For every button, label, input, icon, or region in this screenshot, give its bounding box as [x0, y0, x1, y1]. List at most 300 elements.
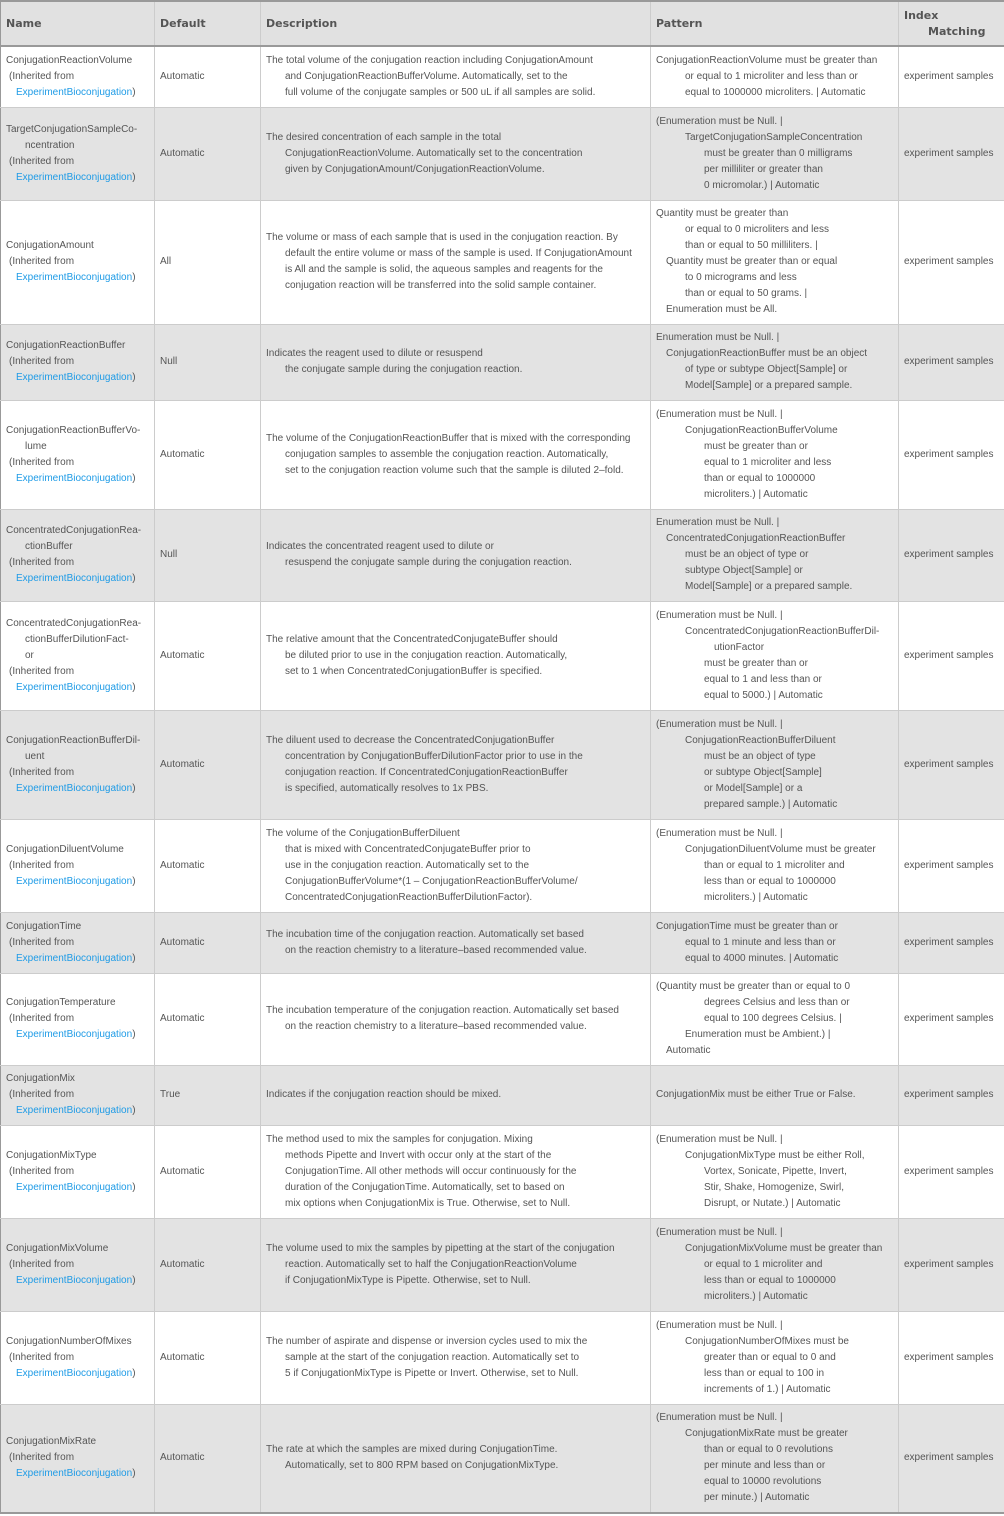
- description-line: The rate at which the samples are mixed during ConjugationTime.: [266, 1444, 558, 1456]
- description-line: mix options when ConjugationMix is True. Otherwise, set to Null.: [285, 1197, 571, 1209]
- closing-paren: ): [132, 86, 136, 98]
- description-line: conjugation samples to assemble the conjugation reaction. Automatically,: [285, 448, 609, 460]
- pattern-line: prepared sample.) | Automatic: [704, 798, 838, 810]
- pattern-line: microliters.) | Automatic: [704, 488, 808, 500]
- pattern-line: or subtype Object[Sample]: [704, 766, 822, 778]
- index-matching-cell: experiment samples: [899, 1125, 1004, 1218]
- closing-paren: ): [132, 875, 136, 887]
- pattern-line: ConjugationReactionVolume must be greater than: [656, 54, 878, 66]
- experiment-bioconjugation-link[interactable]: ExperimentBioconjugation: [16, 1367, 133, 1379]
- pattern-line: (Enumeration must be Null. |: [656, 1412, 783, 1424]
- option-name-cell: [1, 400, 155, 509]
- closing-paren: ): [132, 1105, 136, 1116]
- pattern-line: equal to 1000000 microliters. | Automatic: [685, 86, 866, 98]
- column-header-name: Name: [1, 1, 155, 46]
- index-matching-cell: experiment samples: [899, 1065, 1004, 1125]
- default-value-cell: Automatic: [155, 1404, 261, 1513]
- index-matching-cell: experiment samples: [899, 819, 1004, 912]
- table-row: [1, 1311, 1004, 1404]
- inherited-from-label: (Inherited from: [9, 859, 75, 871]
- pattern-line: per milliliter or greater than: [704, 163, 823, 175]
- pattern-line: Vortex, Sonicate, Pipette, Invert,: [704, 1165, 847, 1177]
- closing-paren: ): [132, 272, 136, 283]
- pattern-cell: [651, 1125, 899, 1218]
- pattern-line: per minute.) | Automatic: [704, 1492, 810, 1504]
- option-name: ConcentratedConjugationRea-: [6, 525, 142, 536]
- inherited-link-wrapper: [6, 170, 149, 186]
- pattern-cell: [651, 601, 899, 710]
- default-value-cell: Automatic: [155, 1125, 261, 1218]
- description-line: The incubation temperature of the conjugation reaction. Automatically set based: [266, 1005, 619, 1016]
- table-row: [1, 400, 1004, 509]
- column-header-index-matching: [899, 1, 1004, 46]
- pattern-line: Enumeration must be Null. |: [656, 332, 780, 343]
- description-line: full volume of the conjugate samples or 500 uL if all samples are solid.: [285, 86, 596, 98]
- description-line: resuspend the conjugate sample during the conjugation reaction.: [285, 557, 572, 568]
- option-name: ConjugationDiluentVolume: [6, 843, 124, 855]
- pattern-line: ConjugationReactionBufferVolume: [685, 424, 838, 436]
- closing-paren: ): [132, 1468, 136, 1480]
- default-value-cell: Automatic: [155, 819, 261, 912]
- inherited-from-label: (Inherited from: [9, 456, 75, 468]
- inherited-from-label: (Inherited from: [9, 557, 75, 568]
- default-value-cell: Automatic: [155, 973, 261, 1065]
- pattern-line: Model[Sample] or a prepared sample.: [685, 581, 853, 592]
- pattern-line: less than or equal to 100 in: [704, 1367, 825, 1379]
- column-header-description: Description: [261, 1, 651, 46]
- closing-paren: ): [132, 372, 136, 383]
- inherited-from-label: (Inherited from: [9, 1013, 75, 1024]
- table-row: [1, 710, 1004, 819]
- option-name: ConjugationAmount: [6, 240, 94, 251]
- experiment-bioconjugation-link[interactable]: ExperimentBioconjugation: [16, 573, 133, 584]
- description-line: The method used to mix the samples for conjugation. Mixing: [266, 1133, 533, 1145]
- pattern-cell: [651, 1404, 899, 1513]
- option-name-cell: [1, 1125, 155, 1218]
- option-name-cell: [1, 1404, 155, 1513]
- index-matching-cell: experiment samples: [899, 1404, 1004, 1513]
- experiment-bioconjugation-link[interactable]: ExperimentBioconjugation: [16, 372, 133, 383]
- pattern-cell: [651, 46, 899, 107]
- default-value-cell: Null: [155, 509, 261, 601]
- pattern-line: (Enumeration must be Null. |: [656, 115, 783, 127]
- pattern-line: ConjugationMixType must be either Roll,: [685, 1149, 865, 1161]
- description-cell: [261, 973, 651, 1065]
- option-name: ConcentratedConjugationRea-: [6, 617, 142, 629]
- inherited-link-wrapper: [6, 874, 149, 890]
- description-cell: [261, 200, 651, 324]
- pattern-line: ConjugationMixRate must be greater: [685, 1428, 848, 1440]
- pattern-line: ConjugationReactionBufferDiluent: [685, 734, 836, 746]
- table-row: [1, 509, 1004, 601]
- description-line: The relative amount that the ConcentratedConjugateBuffer should: [266, 633, 558, 645]
- description-line: default the entire volume or mass of the sample is used. If ConjugationAmount: [285, 248, 632, 259]
- description-cell: [261, 710, 651, 819]
- option-name: TargetConjugationSampleCo-: [6, 123, 138, 135]
- index-matching-cell: experiment samples: [899, 1218, 1004, 1311]
- table-row: [1, 46, 1004, 107]
- table-row: [1, 200, 1004, 324]
- table-header-row: [1, 1, 1004, 46]
- option-name: lume: [25, 440, 47, 452]
- closing-paren: ): [132, 1274, 136, 1286]
- pattern-line: equal to 1 minute and less than or: [685, 936, 836, 948]
- pattern-line: ConcentratedConjugationReactionBuffer: [666, 533, 846, 544]
- description-cell: [261, 1065, 651, 1125]
- description-line: Indicates the reagent used to dilute or resuspend: [266, 348, 483, 359]
- option-name-cell: [1, 912, 155, 973]
- description-line: ConjugationBufferVolume*(1 – ConjugationReactionBufferVolume/: [285, 875, 578, 887]
- pattern-cell: [651, 973, 899, 1065]
- option-name: ConjugationMixType: [6, 1149, 97, 1161]
- pattern-line: must be greater than or: [704, 440, 808, 452]
- default-value-cell: Automatic: [155, 1311, 261, 1404]
- closing-paren: ): [132, 573, 136, 584]
- pattern-line: than or equal to 1 microliter and: [704, 859, 845, 871]
- description-line: The volume used to mix the samples by pipetting at the start of the conjugation: [266, 1242, 615, 1254]
- option-name-cell: [1, 107, 155, 200]
- pattern-line: degrees Celsius and less than or: [704, 997, 850, 1008]
- pattern-line: ConjugationMix must be either True or False.: [656, 1089, 856, 1100]
- table-row: [1, 1065, 1004, 1125]
- table-row: [1, 973, 1004, 1065]
- default-value-cell: Automatic: [155, 1218, 261, 1311]
- pattern-line: equal to 10000 revolutions: [704, 1476, 822, 1488]
- pattern-line: or equal to 0 microliters and less: [685, 224, 829, 235]
- experiment-bioconjugation-link[interactable]: ExperimentBioconjugation: [16, 782, 133, 794]
- pattern-line: (Enumeration must be Null. |: [656, 609, 783, 621]
- index-matching-cell: experiment samples: [899, 601, 1004, 710]
- pattern-line: greater than or equal to 0 and: [704, 1351, 836, 1363]
- pattern-line: microliters.) | Automatic: [704, 1290, 808, 1302]
- index-matching-cell: experiment samples: [899, 107, 1004, 200]
- index-matching-cell: experiment samples: [899, 400, 1004, 509]
- pattern-cell: [651, 819, 899, 912]
- description-line: that is mixed with ConcentratedConjugateBuffer prior to: [285, 843, 531, 855]
- pattern-line: (Enumeration must be Null. |: [656, 718, 783, 730]
- pattern-line: (Enumeration must be Null. |: [656, 1226, 783, 1238]
- pattern-line: Enumeration must be Null. |: [656, 517, 780, 528]
- inherited-link-wrapper: [6, 1180, 149, 1196]
- inherited-from-label: (Inherited from: [9, 1089, 75, 1100]
- description-cell: [261, 400, 651, 509]
- experiment-bioconjugation-link[interactable]: ExperimentBioconjugation: [16, 86, 133, 98]
- pattern-line: of type or subtype Object[Sample] or: [685, 364, 848, 375]
- pattern-line: must be greater than or: [704, 657, 808, 669]
- description-line: duration of the ConjugationTime. Automatically, set to based on: [285, 1181, 565, 1193]
- inherited-from-label: (Inherited from: [9, 356, 75, 367]
- default-value-cell: Automatic: [155, 400, 261, 509]
- inherited-link-wrapper: [6, 951, 149, 967]
- pattern-line: per minute and less than or: [704, 1460, 826, 1472]
- inherited-from-label: (Inherited from: [9, 665, 75, 677]
- closing-paren: ): [132, 171, 136, 183]
- option-name: ctionBuffer: [25, 541, 73, 552]
- description-line: set to the conjugation reaction volume such that the sample is diluted 2–fold.: [285, 464, 624, 476]
- default-value-cell: Automatic: [155, 912, 261, 973]
- inherited-from-label: (Inherited from: [9, 256, 75, 267]
- pattern-line: less than or equal to 1000000: [704, 875, 836, 887]
- index-matching-cell: experiment samples: [899, 710, 1004, 819]
- default-value-cell: Automatic: [155, 601, 261, 710]
- description-cell: [261, 912, 651, 973]
- inherited-link-wrapper: [6, 1103, 149, 1119]
- default-value-cell: Automatic: [155, 107, 261, 200]
- pattern-cell: [651, 509, 899, 601]
- pattern-line: Quantity must be greater than: [656, 208, 789, 219]
- option-name: ConjugationMixVolume: [6, 1242, 109, 1254]
- index-matching-cell: experiment samples: [899, 324, 1004, 400]
- experiment-bioconjugation-link[interactable]: ExperimentBioconjugation: [16, 171, 133, 183]
- pattern-line: equal to 1 and less than or: [704, 673, 822, 685]
- option-name: ConjugationReactionBuffer: [6, 340, 126, 351]
- pattern-line: ConjugationTime must be greater than or: [656, 920, 838, 932]
- description-line: is specified, automatically resolves to 1x PBS.: [285, 782, 489, 794]
- description-line: use in the conjugation reaction. Automatically set to the: [285, 859, 530, 871]
- inherited-link-wrapper: [6, 1366, 149, 1382]
- option-name-cell: [1, 601, 155, 710]
- experiment-bioconjugation-link[interactable]: ExperimentBioconjugation: [16, 875, 133, 887]
- pattern-line: (Enumeration must be Null. |: [656, 1319, 783, 1331]
- option-name: ConjugationReactionBufferDil-: [6, 734, 141, 746]
- description-line: methods Pipette and Invert with occur only at the start of the: [285, 1149, 552, 1161]
- option-name: uent: [25, 750, 45, 762]
- inherited-link-wrapper: [6, 781, 149, 797]
- column-header-default: Default: [155, 1, 261, 46]
- pattern-line: equal to 4000 minutes. | Automatic: [685, 952, 839, 964]
- description-line: ConjugationReactionVolume. Automatically set to the concentration: [285, 147, 583, 159]
- closing-paren: ): [132, 782, 136, 794]
- inherited-from-label: (Inherited from: [9, 766, 75, 778]
- description-line: 5 if ConjugationMixType is Pipette or Invert. Otherwise, set to Null.: [285, 1367, 579, 1379]
- description-cell: [261, 1125, 651, 1218]
- option-name: ConjugationReactionVolume: [6, 54, 133, 66]
- description-line: Automatically, set to 800 RPM based on ConjugationMixType.: [285, 1460, 559, 1472]
- option-name: ConjugationTime: [6, 920, 82, 932]
- description-line: sample at the start of the conjugation reaction. Automatically set to: [285, 1351, 580, 1363]
- closing-paren: ): [132, 681, 136, 693]
- description-line: The volume of the ConjugationReactionBuffer that is mixed with the corresponding: [266, 432, 631, 444]
- table-row: [1, 107, 1004, 200]
- description-cell: [261, 509, 651, 601]
- index-header-line2: Matching: [928, 24, 986, 38]
- description-line: Indicates the concentrated reagent used to dilute or: [266, 541, 494, 552]
- inherited-link-wrapper: [6, 1027, 149, 1043]
- experiment-bioconjugation-link[interactable]: ExperimentBioconjugation: [16, 272, 133, 283]
- inherited-from-label: (Inherited from: [9, 1452, 75, 1464]
- description-line: reaction. Automatically set to half the ConjugationReactionVolume: [285, 1258, 577, 1270]
- experiment-bioconjugation-link[interactable]: ExperimentBioconjugation: [16, 1105, 133, 1116]
- pattern-line: 0 micromolar.) | Automatic: [704, 179, 820, 191]
- pattern-line: equal to 1 microliter and less: [704, 456, 832, 468]
- pattern-line: ConjugationDiluentVolume must be greater: [685, 843, 876, 855]
- option-name: ncentration: [25, 139, 75, 151]
- option-name-cell: [1, 1218, 155, 1311]
- pattern-line: than or equal to 50 grams. |: [685, 288, 808, 299]
- description-cell: [261, 46, 651, 107]
- description-line: The desired concentration of each sample in the total: [266, 131, 502, 143]
- column-header-pattern: Pattern: [651, 1, 899, 46]
- pattern-line: Enumeration must be All.: [666, 304, 778, 315]
- pattern-cell: [651, 400, 899, 509]
- index-matching-cell: experiment samples: [899, 912, 1004, 973]
- pattern-line: (Enumeration must be Null. |: [656, 827, 783, 839]
- pattern-line: equal to 100 degrees Celsius. |: [704, 1013, 842, 1024]
- pattern-line: increments of 1.) | Automatic: [704, 1383, 831, 1395]
- option-name-cell: [1, 973, 155, 1065]
- closing-paren: ): [132, 1181, 136, 1193]
- index-matching-cell: experiment samples: [899, 46, 1004, 107]
- description-cell: [261, 819, 651, 912]
- option-name-cell: [1, 1311, 155, 1404]
- pattern-cell: [651, 107, 899, 200]
- inherited-from-label: (Inherited from: [9, 70, 75, 82]
- option-name: or: [25, 649, 34, 661]
- description-line: The incubation time of the conjugation reaction. Automatically set based: [266, 928, 584, 940]
- experiment-bioconjugation-link[interactable]: ExperimentBioconjugation: [16, 1181, 133, 1193]
- closing-paren: ): [132, 472, 136, 484]
- default-value-cell: All: [155, 200, 261, 324]
- closing-paren: ): [132, 1029, 136, 1040]
- description-line: if ConjugationMixType is Pipette. Otherwise, set to Null.: [285, 1274, 531, 1286]
- pattern-line: microliters.) | Automatic: [704, 891, 808, 903]
- description-line: The diluent used to decrease the ConcentratedConjugationBuffer: [266, 734, 555, 746]
- index-matching-cell: experiment samples: [899, 1311, 1004, 1404]
- inherited-link-wrapper: [6, 85, 149, 101]
- table-row: [1, 601, 1004, 710]
- description-line: Indicates if the conjugation reaction should be mixed.: [266, 1089, 502, 1100]
- table-row: [1, 1125, 1004, 1218]
- experiment-bioconjugation-link[interactable]: ExperimentBioconjugation: [16, 1274, 133, 1286]
- inherited-link-wrapper: [6, 1466, 149, 1482]
- option-name-cell: [1, 509, 155, 601]
- description-line: ConjugationTime. All other methods will occur continuously for the: [285, 1165, 577, 1177]
- pattern-cell: [651, 1311, 899, 1404]
- index-matching-cell: experiment samples: [899, 509, 1004, 601]
- pattern-line: equal to 5000.) | Automatic: [704, 689, 823, 701]
- table-row: [1, 1218, 1004, 1311]
- experiment-bioconjugation-link[interactable]: ExperimentBioconjugation: [16, 472, 133, 484]
- pattern-line: Stir, Shake, Homogenize, Swirl,: [704, 1181, 845, 1193]
- description-line: be diluted prior to use in the conjugation reaction. Automatically,: [285, 649, 568, 661]
- inherited-from-label: (Inherited from: [9, 936, 75, 948]
- pattern-line: or equal to 1 microliter and less than or: [685, 70, 858, 82]
- pattern-line: than or equal to 0 revolutions: [704, 1444, 833, 1456]
- description-line: conjugation reaction. If ConcentratedConjugationReactionBuffer: [285, 766, 568, 778]
- pattern-cell: [651, 912, 899, 973]
- pattern-line: ConjugationReactionBuffer must be an object: [666, 348, 868, 359]
- inherited-from-label: (Inherited from: [9, 1258, 75, 1270]
- index-matching-cell: experiment samples: [899, 200, 1004, 324]
- option-name-cell: [1, 46, 155, 107]
- pattern-line: ConjugationMixVolume must be greater than: [685, 1242, 883, 1254]
- description-cell: [261, 324, 651, 400]
- pattern-line: than or equal to 1000000: [704, 472, 816, 484]
- pattern-cell: [651, 324, 899, 400]
- experiment-bioconjugation-link[interactable]: ExperimentBioconjugation: [16, 1029, 133, 1040]
- default-value-cell: Automatic: [155, 710, 261, 819]
- description-line: and ConjugationReactionBufferVolume. Automatically, set to the: [285, 70, 568, 82]
- description-line: the conjugate sample during the conjugation reaction.: [285, 364, 523, 375]
- index-matching-cell: experiment samples: [899, 973, 1004, 1065]
- pattern-line: subtype Object[Sample] or: [685, 565, 803, 576]
- description-line: The number of aspirate and dispense or inversion cycles used to mix the: [266, 1335, 588, 1347]
- pattern-line: ConjugationNumberOfMixes must be: [685, 1335, 849, 1347]
- option-name-cell: [1, 710, 155, 819]
- table-body: [1, 46, 1004, 1513]
- option-name: ctionBufferDilutionFact-: [25, 633, 129, 645]
- inherited-from-label: (Inherited from: [9, 1165, 75, 1177]
- option-name-cell: [1, 324, 155, 400]
- experiment-bioconjugation-link[interactable]: ExperimentBioconjugation: [16, 952, 133, 964]
- table-row: [1, 324, 1004, 400]
- inherited-from-label: (Inherited from: [9, 1351, 75, 1363]
- table-row: [1, 1404, 1004, 1513]
- option-name: ConjugationMix: [6, 1073, 75, 1084]
- description-line: conjugation reaction will be transferred into the solid sample container.: [285, 280, 597, 291]
- description-line: ConcentratedConjugationReactionBufferDilutionFactor).: [285, 891, 533, 903]
- description-cell: [261, 1218, 651, 1311]
- pattern-line: Quantity must be greater than or equal: [666, 256, 838, 267]
- table-row: [1, 912, 1004, 973]
- option-name: ConjugationTemperature: [6, 997, 116, 1008]
- option-name-cell: [1, 1065, 155, 1125]
- experiment-bioconjugation-link[interactable]: ExperimentBioconjugation: [16, 1468, 133, 1480]
- description-line: set to 1 when ConcentratedConjugationBuffer is specified.: [285, 665, 543, 677]
- experiment-bioconjugation-link[interactable]: ExperimentBioconjugation: [16, 681, 133, 693]
- description-line: on the reaction chemistry to a literature–based recommended value.: [285, 944, 587, 956]
- option-name: ConjugationReactionBufferVo-: [6, 424, 141, 436]
- pattern-line: than or equal to 50 milliliters. |: [685, 240, 818, 251]
- index-header-line1: Index: [904, 8, 939, 22]
- pattern-cell: [651, 1065, 899, 1125]
- closing-paren: ): [132, 1367, 136, 1379]
- option-name-cell: [1, 819, 155, 912]
- pattern-line: Disrupt, or Nutate.) | Automatic: [704, 1197, 841, 1209]
- pattern-line: Enumeration must be Ambient.) |: [685, 1029, 831, 1040]
- inherited-link-wrapper: [6, 680, 149, 696]
- description-line: The total volume of the conjugation reaction including ConjugationAmount: [266, 54, 593, 66]
- pattern-line: Model[Sample] or a prepared sample.: [685, 380, 853, 391]
- description-line: The volume or mass of each sample that is used in the conjugation reaction. By: [266, 232, 618, 243]
- pattern-line: must be an object of type or: [685, 549, 809, 560]
- description-cell: [261, 107, 651, 200]
- pattern-line: (Enumeration must be Null. |: [656, 408, 783, 420]
- default-value-cell: Null: [155, 324, 261, 400]
- pattern-line: or equal to 1 microliter and: [704, 1258, 823, 1270]
- closing-paren: ): [132, 952, 136, 964]
- description-line: concentration by ConjugationBufferDilutionFactor prior to use in the: [285, 750, 583, 762]
- pattern-cell: [651, 1218, 899, 1311]
- pattern-line: Automatic: [666, 1045, 711, 1056]
- option-name: ConjugationMixRate: [6, 1436, 97, 1448]
- inherited-link-wrapper: [6, 571, 149, 587]
- default-value-cell: Automatic: [155, 46, 261, 107]
- description-line: The volume of the ConjugationBufferDiluent: [266, 827, 460, 839]
- option-name: ConjugationNumberOfMixes: [6, 1335, 132, 1347]
- pattern-line: less than or equal to 1000000: [704, 1274, 836, 1286]
- pattern-line: TargetConjugationSampleConcentration: [685, 131, 863, 143]
- inherited-link-wrapper: [6, 471, 149, 487]
- pattern-line: must be an object of type: [704, 750, 816, 762]
- pattern-line: must be greater than 0 milligrams: [704, 147, 853, 159]
- inherited-from-label: (Inherited from: [9, 155, 75, 167]
- pattern-line: or Model[Sample] or a: [704, 782, 803, 794]
- description-line: is All and the sample is solid, the aqueous samples and reagents for the: [285, 264, 603, 275]
- pattern-line: utionFactor: [714, 641, 765, 653]
- pattern-cell: [651, 710, 899, 819]
- table-row: [1, 819, 1004, 912]
